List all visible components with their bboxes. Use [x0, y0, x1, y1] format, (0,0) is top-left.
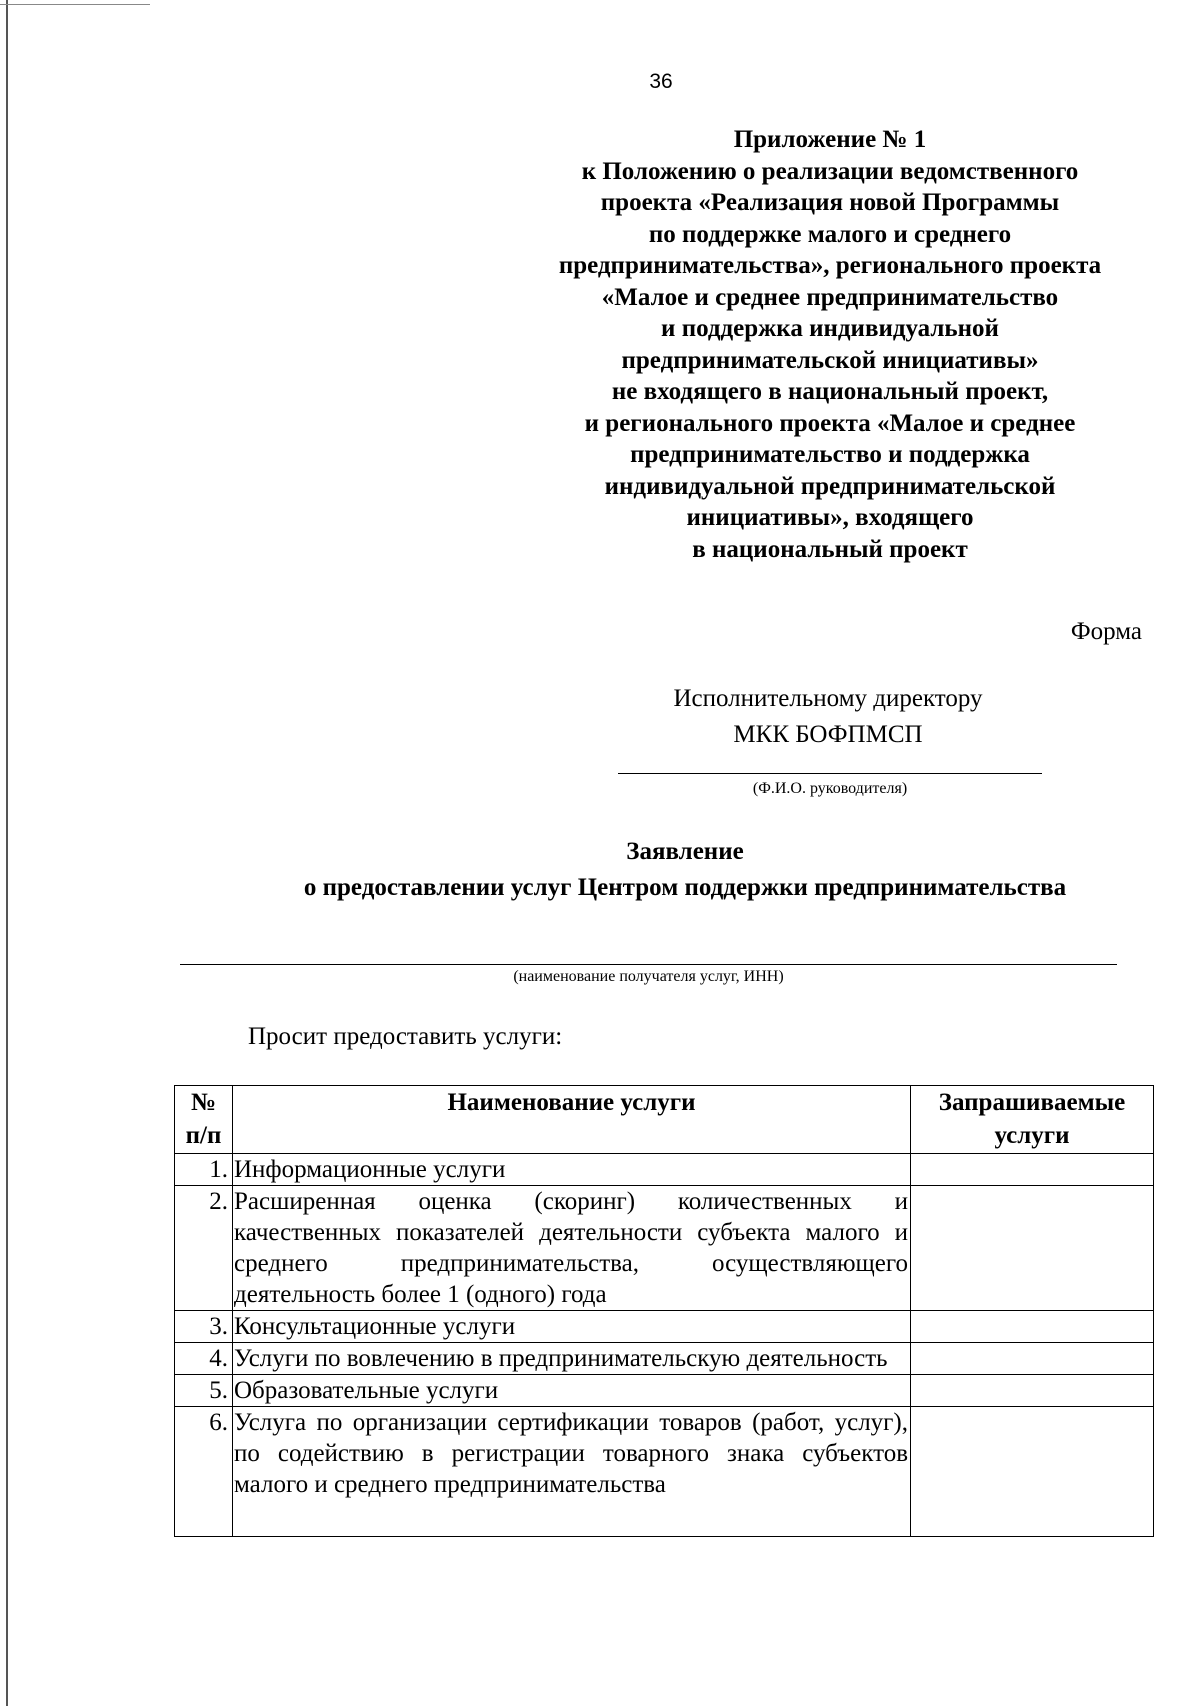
row-number: 5.: [175, 1375, 233, 1407]
header-service-name: Наименование услуги: [233, 1086, 911, 1154]
request-label: Просит предоставить услуги:: [248, 1023, 563, 1050]
appendix-line: и поддержка индивидуальной: [661, 315, 999, 342]
header-number-line1: №: [190, 1089, 217, 1116]
recipient-name-field[interactable]: [180, 964, 1117, 965]
table-row: [175, 1375, 1154, 1407]
statement-title-block: [160, 834, 1200, 906]
appendix-line: в национальный проект: [692, 535, 968, 563]
director-name-field[interactable]: [618, 773, 1042, 774]
row-service-name: Услуги по вовлечению в предпринимательскую деятельность: [233, 1343, 911, 1375]
row-requested-cell[interactable]: [911, 1154, 1154, 1186]
appendix-line: к Положению о реализации ведомственного: [581, 157, 1079, 185]
statement-title: Заявление: [626, 838, 744, 865]
row-service-name: Услуга по организации сертификации товаров (работ, услуг), по содействию в регистрации товарного знака субъектов малого и среднего предпринимательства: [233, 1407, 911, 1537]
row-number: 3.: [175, 1311, 233, 1343]
row-requested-cell[interactable]: [911, 1343, 1154, 1375]
table-row: [175, 1343, 1154, 1375]
row-service-name: Консультационные услуги: [233, 1311, 911, 1343]
director-name-caption: (Ф.И.О. руководителя): [752, 780, 908, 797]
scan-edge-top: [0, 4, 150, 5]
appendix-line: предпринимательской инициативы»: [621, 346, 1039, 374]
row-number: 2.: [175, 1186, 233, 1311]
table-row: [175, 1407, 1154, 1537]
addressee-block: [578, 681, 1078, 753]
addressee-position: Исполнительному директору: [673, 685, 983, 712]
row-requested-cell[interactable]: [911, 1186, 1154, 1311]
statement-subtitle: о предоставлении услуг Центром поддержки предпринимательства: [303, 874, 1067, 901]
addressee-organization: МКК БОФПМСП: [733, 721, 923, 748]
appendix-line: индивидуальной предпринимательской: [604, 472, 1056, 500]
appendix-line: проекта «Реализация новой Программы: [600, 189, 1060, 216]
services-table: [174, 1085, 1154, 1537]
header-requested-line1: Запрашиваемые: [938, 1089, 1126, 1116]
row-number: 1.: [175, 1154, 233, 1186]
table-header-row: [175, 1086, 1154, 1154]
header-requested-line2: услуги: [994, 1122, 1070, 1149]
table-row: [175, 1311, 1154, 1343]
appendix-line: Приложение № 1: [733, 126, 927, 153]
appendix-line: и регионального проекта «Малое и среднее: [584, 409, 1076, 437]
appendix-line: «Малое и среднее предпринимательство: [601, 283, 1059, 311]
appendix-line: предпринимательства», регионального проекта: [558, 252, 1102, 279]
row-service-name: Образовательные услуги: [233, 1375, 911, 1407]
appendix-line: предпринимательство и поддержка: [630, 441, 1030, 468]
row-requested-cell[interactable]: [911, 1311, 1154, 1343]
form-label: Форма: [1070, 618, 1142, 645]
row-requested-cell[interactable]: [911, 1375, 1154, 1407]
header-number: [175, 1086, 233, 1154]
row-number: 6.: [175, 1407, 233, 1537]
row-requested-cell[interactable]: [911, 1407, 1154, 1537]
appendix-line: по поддержке малого и среднего: [648, 220, 1012, 248]
row-service-name: Расширенная оценка (скоринг) количественных и качественных показателей деятельности субъекта малого и среднего предпринимательства, осуществляющего деятельность более 1 (одного) года: [233, 1186, 911, 1311]
header-requested: [911, 1086, 1154, 1154]
scan-edge-left: [6, 0, 8, 1706]
appendix-line: инициативы», входящего: [686, 504, 974, 531]
row-service-name: Информационные услуги: [233, 1154, 911, 1186]
row-number: 4.: [175, 1343, 233, 1375]
recipient-name-caption: (наименование получателя услуг, ИНН): [513, 968, 784, 985]
appendix-line: не входящего в национальный проект,: [611, 378, 1049, 405]
header-number-line2: п/п: [185, 1122, 222, 1149]
table-row: [175, 1154, 1154, 1186]
page-number: 36: [649, 70, 673, 93]
table-row: [175, 1186, 1154, 1311]
appendix-heading: [500, 124, 1160, 565]
